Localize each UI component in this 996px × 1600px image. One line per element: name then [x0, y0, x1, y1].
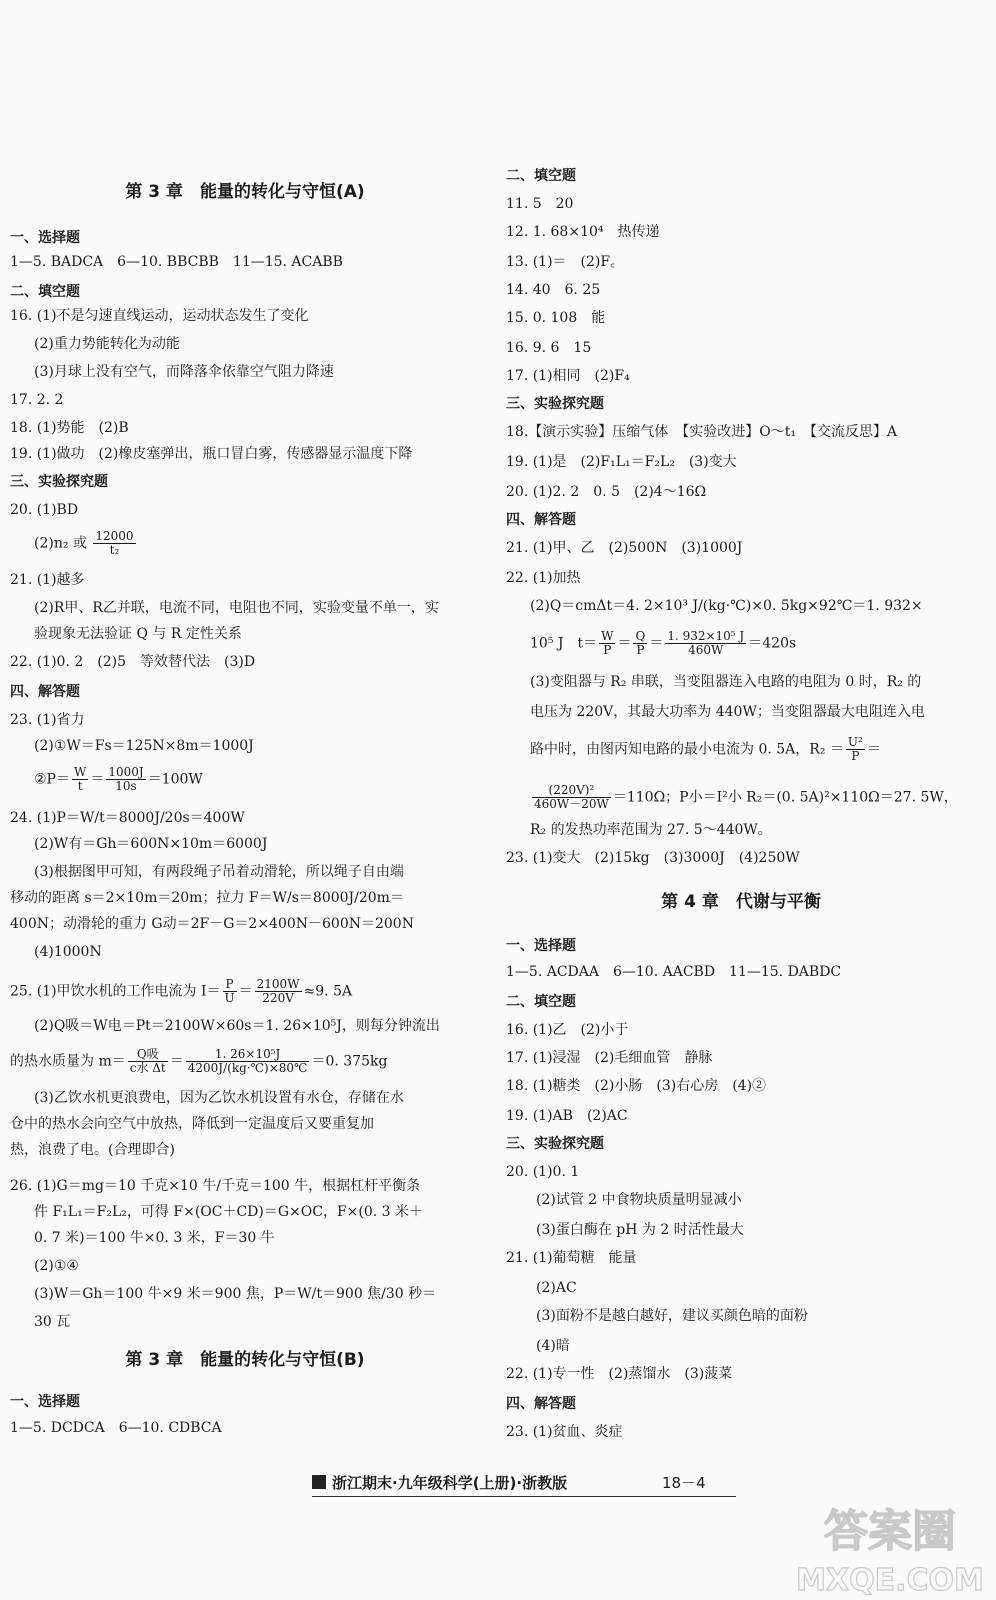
- answer-line: 电压为 220V，其最大功率为 440W；当变阻器最大电阻连入电: [530, 704, 925, 720]
- answer-line: 11. 5 20: [506, 196, 574, 212]
- answer-line: 16. (1)不是匀速直线运动，运动状态发生了变化: [10, 308, 309, 324]
- answer-line: 仓中的热水会向空气中放热，降低到一定温度后又要重复加: [10, 1116, 374, 1132]
- answer-line: 15. 0. 108 能: [506, 310, 606, 326]
- answer-line: 23. (1)省力: [10, 712, 85, 728]
- answer-line: (2)重力势能转化为动能: [34, 336, 180, 352]
- footer-title: 浙江期末·九年级科学(上册)·浙教版: [332, 1474, 568, 1492]
- answer-line: (3)根据图甲可知，有两段绳子吊着动滑轮，所以绳子自由端: [34, 864, 404, 880]
- answer-line: 19. (1)做功 (2)橡皮塞弹出，瓶口冒白雾，传感器显示温度下降: [10, 446, 413, 462]
- answer-line: 1—5. DCDCA 6—10. CDBCA: [10, 1420, 222, 1436]
- answer-line: (3)蛋白酶在 pH 为 2 时活性最大: [536, 1222, 744, 1238]
- answer-line: (4)暗: [536, 1338, 570, 1354]
- watermark-logo: [790, 1500, 990, 1598]
- answer-line: 16. 9. 6 15: [506, 340, 592, 356]
- answer-line: (2)Q吸＝W电＝Pt＝2100W×60s＝1. 26×10⁵J，则每分钟流出: [34, 1018, 440, 1034]
- answer-line: 热，浪费了电。(合理即合): [10, 1142, 175, 1158]
- answer-line: 19. (1)AB (2)AC: [506, 1108, 628, 1124]
- section-heading: 三、实验探究题: [10, 474, 108, 490]
- section-heading: 一、选择题: [10, 230, 80, 246]
- answer-line: 18. (1)糖类 (2)小肠 (3)右心房 (4)②: [506, 1078, 767, 1094]
- answer-line: 22. (1)专一性 (2)蒸馏水 (3)菠菜: [506, 1366, 733, 1382]
- answer-line: ②P＝ $\frac{W}{t}$ ＝ $\frac{1000J}{10s}$ ＝100W: [34, 765, 203, 793]
- answer-line: 20. (1)BD: [10, 502, 79, 518]
- section-heading: 四、解答题: [506, 512, 576, 528]
- fraction: $\frac{2100W}{220V}$: [256, 977, 300, 1005]
- chapter-3a-title: 第 3 章 能量的转化与守恒(A): [125, 182, 365, 202]
- watermark-url: MXQE.COM: [796, 1563, 984, 1598]
- answer-line: (3)月球上没有空气，而降落伞依靠空气阻力降速: [34, 364, 334, 380]
- answer-line: (3)乙饮水机更浪费电，因为乙饮水机设置有水仓，存储在水: [34, 1090, 404, 1106]
- fraction: $\frac{\text{1. 932×10⁵ J}}{460W}$: [667, 629, 745, 657]
- answer-line: 18. (1)势能 (2)B: [10, 420, 129, 436]
- section-heading: 三、实验探究题: [506, 1136, 604, 1152]
- fraction: $\frac{W}{t}$: [73, 765, 87, 793]
- answer-line: 验现象无法验证 Q 与 R 定性关系: [34, 626, 242, 642]
- fraction: $\frac{P}{U}$: [224, 977, 235, 1005]
- answer-line: 25. (1)甲饮水机的工作电流为 I＝ $\frac{P}{U}$ ＝ $\frac{2100W}{220V}$ ≈9. 5A: [10, 977, 353, 1005]
- answer-line: 21. (1)葡萄糖 能量: [506, 1250, 637, 1266]
- answer-line: 21. (1)甲、乙 (2)500N (3)1000J: [506, 540, 743, 556]
- answer-line: 路中时，由图丙知电路的最小电流为 0. 5A，R₂ ＝ $\frac{\text{U²}}{P}$ ＝: [530, 735, 881, 763]
- page-footer: [312, 1470, 736, 1497]
- answer-line: 1—5. ACDAA 6—10. AACBD 11—15. DABDC: [506, 964, 842, 980]
- answer-line: 26. (1)G＝mg＝10 千克×10 牛/千克＝100 牛，根据杠杆平衡条: [10, 1178, 421, 1194]
- answer-line: (3)W＝Gh＝100 牛×9 米＝900 焦，P＝W/t＝900 焦/30 秒＝: [34, 1286, 437, 1302]
- answer-line: (2)W有＝Gh＝600N×10m＝6000J: [34, 836, 268, 852]
- fraction: $\frac{1000J}{10s}$: [108, 765, 144, 793]
- watermark-text: 答案圈: [824, 1506, 956, 1557]
- fraction: $\frac{Q}{P}$: [635, 629, 646, 657]
- answer-line: 22. (1)加热: [506, 570, 581, 586]
- answer-line: 17. (1)相同 (2)F₄: [506, 368, 630, 384]
- answer-line: 17. 2. 2: [10, 392, 64, 408]
- answer-line: 1—5. BADCA 6—10. BBCBB 11—15. ACABB: [10, 254, 343, 270]
- answer-line: (2)①W＝Fs＝125N×8m＝1000J: [34, 738, 254, 754]
- answer-line: (4)1000N: [34, 944, 102, 960]
- footer-block-icon: [312, 1475, 326, 1489]
- fraction: $\frac{12000}{\text{t₂}}$: [95, 529, 134, 557]
- answer-line: 12. 1. 68×10⁴ 热传递: [506, 224, 660, 240]
- answer-line: 30 瓦: [34, 1314, 71, 1330]
- answer-line: 16. (1)乙 (2)小于: [506, 1022, 629, 1038]
- section-heading: 四、解答题: [10, 684, 80, 700]
- fraction: $\frac{\text{(220V)²}}{460W-20W}$: [534, 783, 609, 811]
- answer-line: (2)AC: [536, 1280, 577, 1296]
- answer-line: 23. (1)变大 (2)15kg (3)3000J (4)250W: [506, 850, 800, 866]
- answer-line: (2)R甲、R乙并联，电流不同，电阻也不同，实验变量不单一，实: [34, 600, 439, 616]
- answer-line: 10⁵ J t＝ $\frac{W}{P}$ ＝ $\frac{Q}{P}$ ＝ $\frac{\text{1. 932×10⁵ J}}{460W}$ ＝420s: [530, 629, 797, 657]
- answer-line: (2)试管 2 中食物块质量明显减小: [536, 1192, 742, 1208]
- answer-line: 17. (1)浸湿 (2)毛细血管 静脉: [506, 1050, 713, 1066]
- answer-line: 13. (1)＝ (2)F꜀: [506, 254, 615, 270]
- fraction: $\frac{\text{Q吸}}{\text{c水 Δt}}$: [129, 1047, 166, 1075]
- section-heading: 一、选择题: [10, 1394, 80, 1410]
- chapter-3b-title: 第 3 章 能量的转化与守恒(B): [125, 1350, 365, 1370]
- answer-line: 400N；动滑轮的重力 G动＝2F－G＝2×400N－600N＝200N: [10, 916, 414, 932]
- answer-line: 22. (1)0. 2 (2)5 等效替代法 (3)D: [10, 654, 256, 670]
- fraction: $\frac{\text{1. 26×10⁵J}}{4200J/(kg\cdot℃)\times 80℃}$: [187, 1047, 308, 1075]
- answer-line: (3)变阻器与 R₂ 串联，当变阻器连入电路的电阻为 0 时，R₂ 的: [530, 674, 922, 690]
- answer-line: 24. (1)P＝W/t＝8000J/20s＝400W: [10, 810, 245, 826]
- answer-line: 23. (1)贫血、炎症: [506, 1424, 623, 1440]
- answer-line: (2)n₂ 或 $\frac{12000}{\text{t₂}}$: [34, 529, 134, 557]
- answer-line: (2)①④: [34, 1258, 79, 1274]
- answer-line: 的热水质量为 m＝ $\frac{\text{Q吸}}{\text{c水 Δt}}$ ＝ $\frac{\text{1. 26×10⁵J}}{4200J/(kg\cdot℃)\times 80℃}$ ＝0. 375kg: [10, 1047, 388, 1075]
- answer-line: 20. (1)0. 1: [506, 1164, 580, 1180]
- section-heading: 四、解答题: [506, 1396, 576, 1412]
- answer-line: 19. (1)是 (2)F₁L₁＝F₂L₂ (3)变大: [506, 454, 737, 470]
- fraction: $\frac{W}{P}$: [601, 629, 614, 657]
- section-heading: 三、实验探究题: [506, 396, 604, 412]
- answer-line: 移动的距离 s＝2×10m＝20m；拉力 F＝W/s＝8000J/20m＝: [10, 890, 404, 906]
- section-heading: 二、填空题: [506, 994, 576, 1010]
- section-heading: 二、填空题: [506, 168, 576, 184]
- answer-line: $\frac{\text{(220V)²}}{460W-20W}$ ＝110Ω；P小＝I²小 R₂＝(0. 5A)²×110Ω＝27. 5W，: [534, 783, 958, 811]
- fraction: $\frac{\text{U²}}{P}$: [847, 735, 863, 763]
- section-heading: 一、选择题: [506, 938, 576, 954]
- chapter-4-title: 第 4 章 代谢与平衡: [661, 892, 821, 912]
- answer-line: 20. (1)2. 2 0. 5 (2)4～16Ω: [506, 484, 707, 500]
- answer-line: 18.【演示实验】压缩气体 【实验改进】O～t₁ 【交流反思】A: [506, 424, 898, 440]
- answer-line: 14. 40 6. 25: [506, 282, 601, 298]
- answer-line: R₂ 的发热功率范围为 27. 5～440W。: [530, 822, 772, 838]
- answer-line: 0. 7 米)＝100 牛×0. 3 米，F＝30 牛: [34, 1230, 275, 1246]
- answer-line: (3)面粉不是越白越好，建议买颜色暗的面粉: [536, 1308, 808, 1324]
- answer-line: 件 F₁L₁＝F₂L₂，可得 F×(OC＋CD)＝G×OC，F×(0. 3 米＋: [34, 1204, 424, 1220]
- page-number: 18－4: [662, 1474, 706, 1492]
- answer-line: 21. (1)越多: [10, 572, 85, 588]
- section-heading: 二、填空题: [10, 284, 80, 300]
- answer-line: (2)Q＝cmΔt＝4. 2×10³ J/(kg·℃)×0. 5kg×92℃＝1. 932×: [530, 598, 923, 614]
